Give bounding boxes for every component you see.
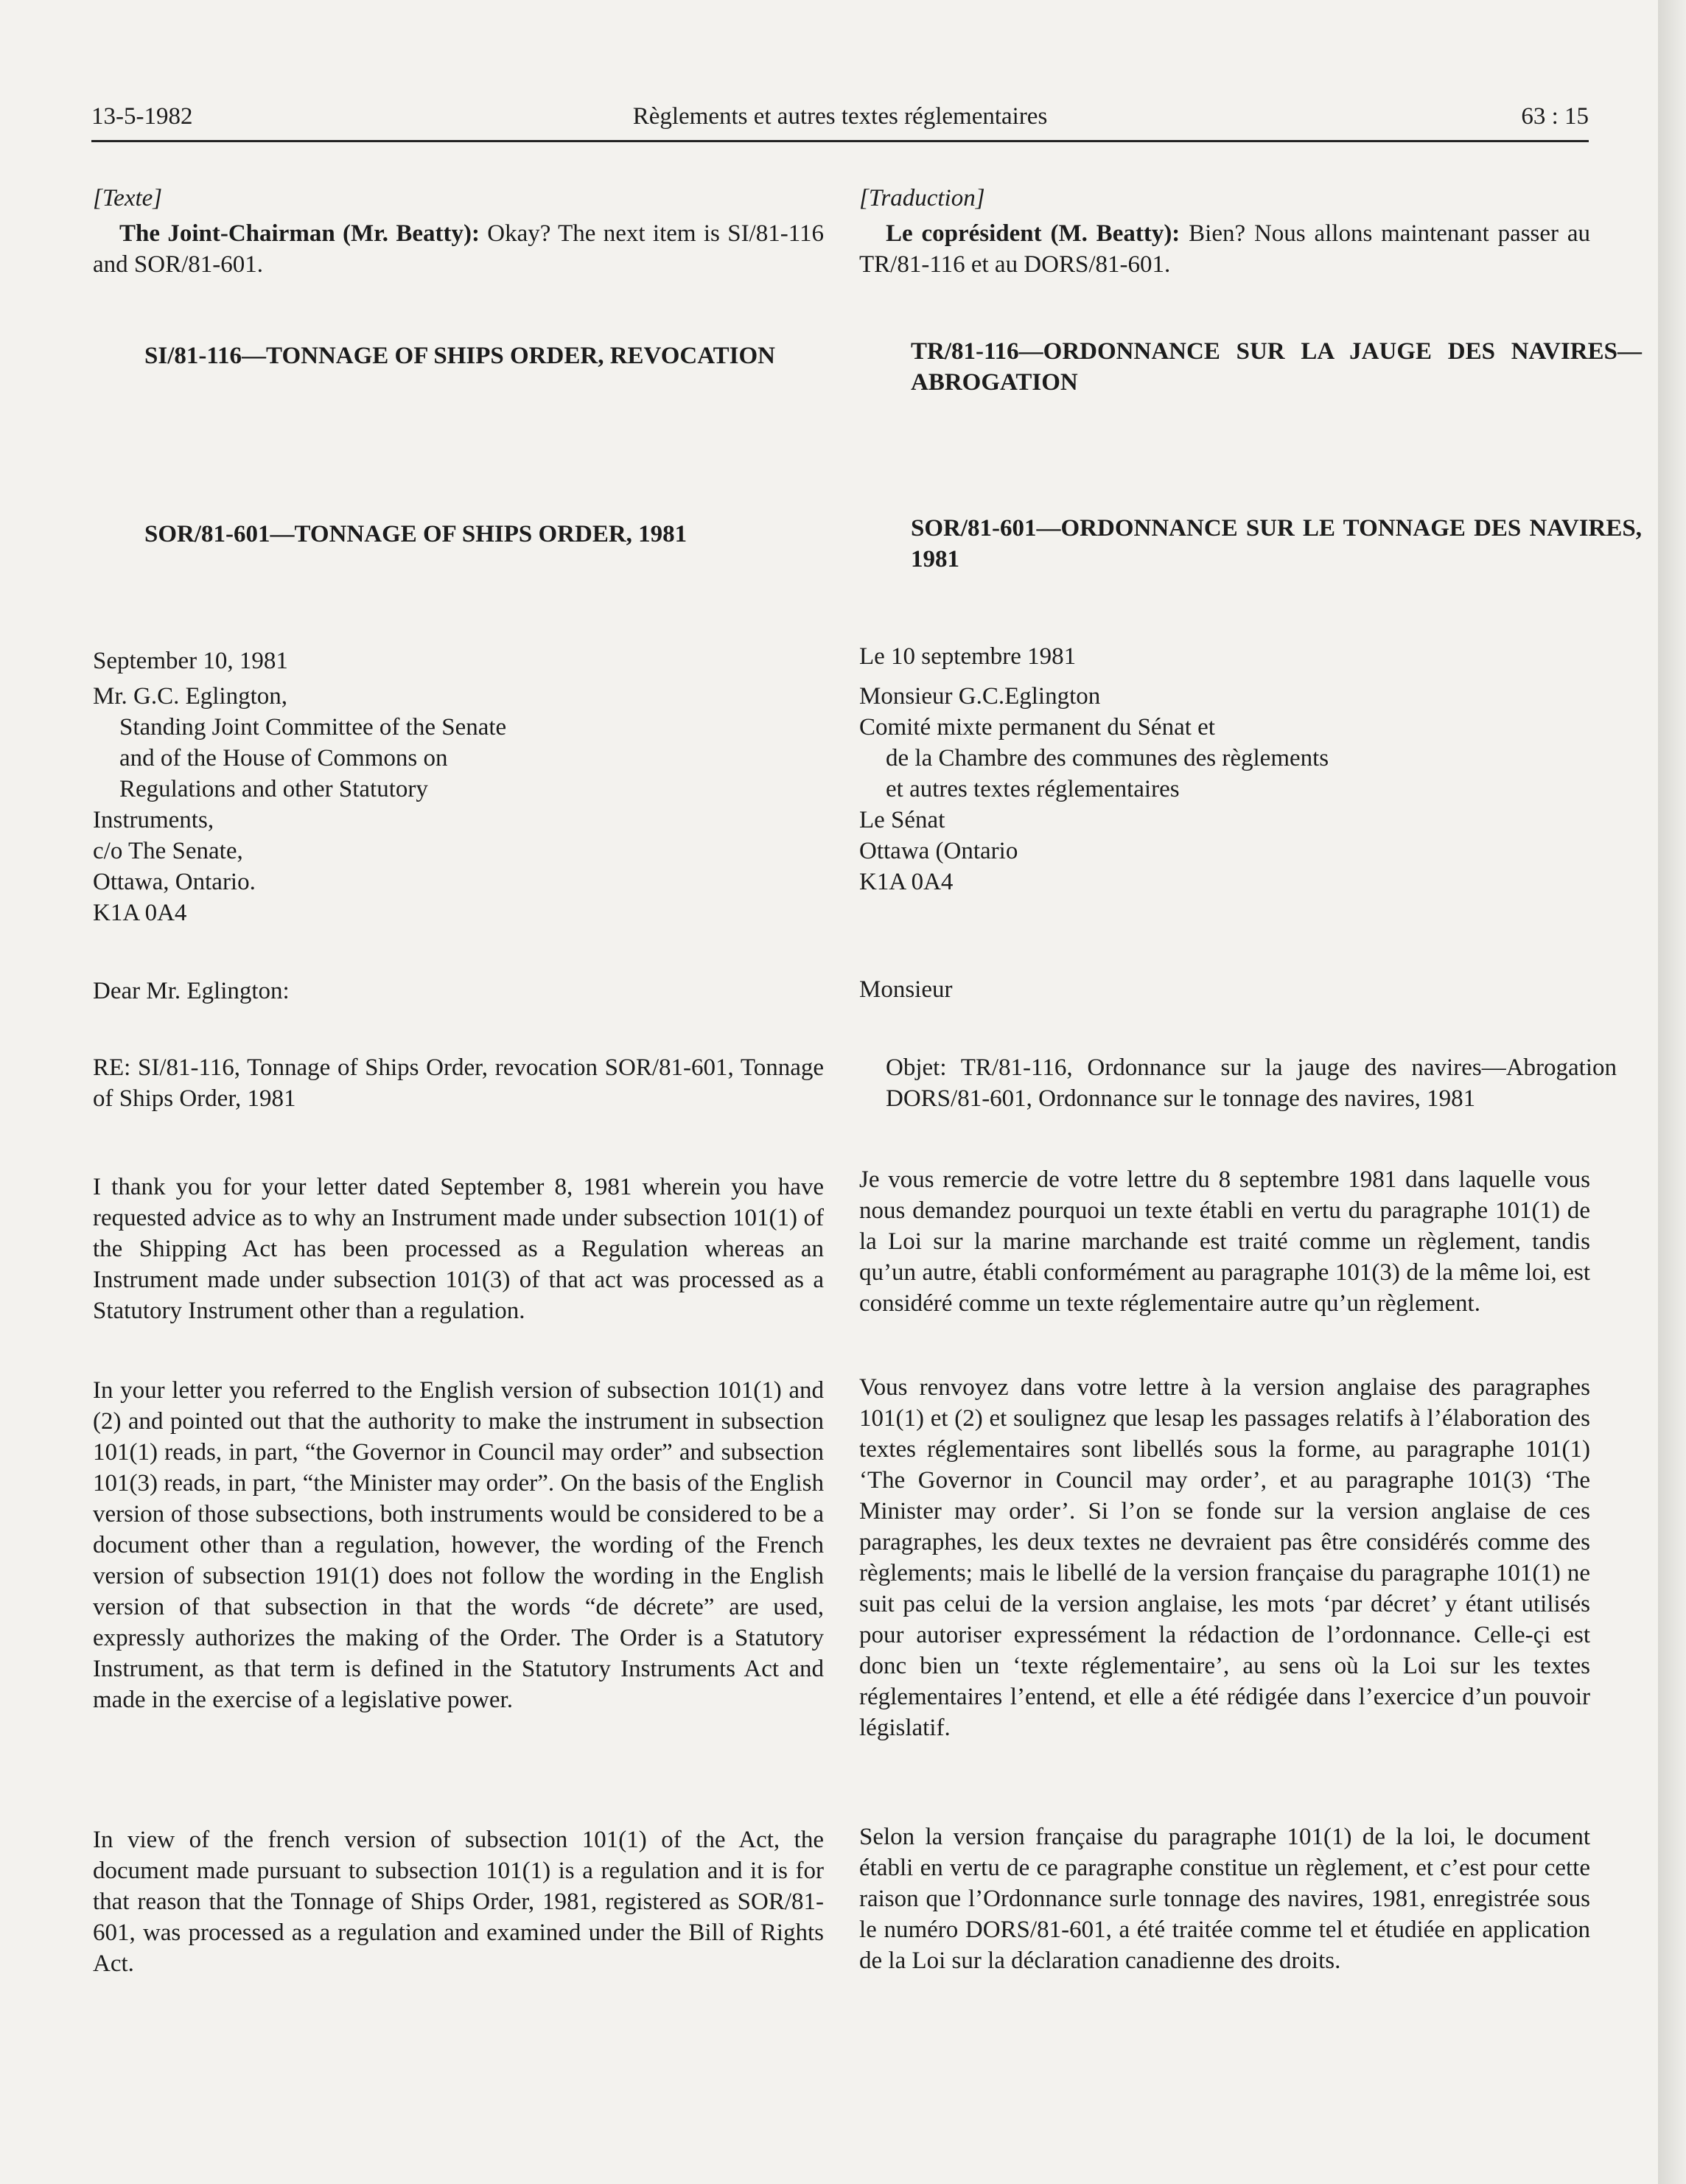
address-line: K1A 0A4: [93, 900, 187, 926]
address-line: et autres textes réglementaires: [886, 776, 1180, 802]
page-edge: [1658, 0, 1686, 2184]
address-line: Le Sénat: [859, 807, 945, 833]
paragraph-3: Selon la version française du paragraphe 101(1) de la loi, le document établi en vertu de ce paragraphe constitue un règlement, et c’est pour cette raison que l’Ordonnance surle tonnage des navires, 1981, enregistrée sous le numéro DORS/81-601, a été traitée comme tel et étudiée en application de la Loi sur la déclaration canadienne des droits.: [859, 1824, 1590, 1974]
address-line: Mr. G.C. Eglington,: [93, 683, 288, 710]
salutation: Dear Mr. Eglington:: [93, 978, 290, 1004]
header-page-number: 63 : 15: [1521, 103, 1589, 130]
paragraph-1: Je vous remercie de votre lettre du 8 septembre 1981 dans laquelle vous nous demandez pourquoi un texte établi en vertu du paragraphe 101(1) de la Loi sur la marine marchande est traité comme un règlement, tandis qu’un autre, établi conformément au paragraphe 101(3) de la même loi, est considéré comme un texte réglementaire autre qu’un règlement.: [859, 1166, 1590, 1317]
address-block: [93, 681, 824, 928]
address-block: [859, 681, 1590, 897]
heading-sor-81-601: SOR/81-601—TONNAGE OF SHIPS ORDER, 1981: [144, 521, 688, 547]
chairman-intro: [93, 218, 824, 280]
address-line: Ottawa (Ontario: [859, 838, 1018, 864]
letter-date: September 10, 1981: [93, 648, 288, 674]
address-line: de la Chambre des communes des règlements: [886, 745, 1329, 771]
paragraph-1: I thank you for your letter dated September 8, 1981 wherein you have requested advice as to why an Instrument made under subsection 101(1) of the Shipping Act has been processed as a Regulation whereas an Instrument made under subsection 101(3) of that act was processed as a Statutory Instrument other than a regulation.: [93, 1174, 824, 1324]
heading-tr-81-116: TR/81-116—ORDONNANCE SUR LA JAUGE DES NAVIRES—ABROGATION: [911, 338, 1642, 396]
re-line: RE: SI/81-116, Tonnage of Ships Order, revocation SOR/81-601, Tonnage of Ships Order, 1981: [93, 1054, 824, 1112]
letter-date: Le 10 septembre 1981: [859, 643, 1077, 670]
salutation: Monsieur: [859, 976, 953, 1003]
heading-si-81-116: SI/81-116—TONNAGE OF SHIPS ORDER, REVOCATION: [144, 343, 775, 369]
address-line: Regulations and other Statutory: [119, 776, 428, 802]
page-header: [91, 103, 1589, 141]
address-line: Comité mixte permanent du Sénat et: [859, 714, 1215, 741]
paragraph-2: Vous renvoyez dans votre lettre à la version anglaise des paragraphes 101(1) et (2) et soulignez que lesap les passages relatifs à l’élaboration des textes réglementaires sont libellés sous la forme, au paragraphe 101(1) ‘The Governor in Council may order’, et au paragraphe 101(3) ‘The Minister may order’. Si l’on se fonde sur la version anglaise de ces paragraphes, les deux textes ne devraient pas être considérés comme des règlements; mais le libellé de la version française du paragraphe 101(1) ne suit pas celui de la version anglaise, les mots ‘par décret’ y étant utilisés pour autoriser expressément la rédaction de l’ordonnance. Celle-çi est donc bien un ‘texte réglementaire’, au sens où la Loi sur les textes réglementaires l’entend, et elle a été rédigée dans l’exercice d’un pouvoir législatif.: [859, 1374, 1590, 1741]
header-title: Règlements et autres textes réglementaires: [632, 103, 1048, 130]
translation-tag: [Traduction]: [859, 185, 985, 211]
address-line: Monsieur G.C.Eglington: [859, 683, 1101, 710]
speaker-name: Le coprésident (M. Beatty):: [886, 220, 1180, 247]
address-line: Standing Joint Committee of the Senate: [119, 714, 507, 741]
paragraph-2: In your letter you referred to the English version of subsection 101(1) and (2) and pointed out that the authority to make the instrument in subsection 101(1) reads, in part, “the Governor in Council may order” and subsection 101(3) reads, in part, “the Minister may order”. On the basis of the English version of those subsections, both instruments would be considered to be a document other than a regulation, however, the wording of the French version of subsection 191(1) does not follow the wording in the English version of that subsection in that the words “de décrete” are used, expressly authorizes the making of the Order. The Order is a Statutory Instrument, as that term is defined in the Statutory Instruments Act and made in the exercise of a legislative power.: [93, 1377, 824, 1713]
address-line: Instruments,: [93, 807, 214, 833]
paragraph-3: In view of the french version of subsection 101(1) of the Act, the document made pursuant to subsection 101(1) is a regulation and it is for that reason that the Tonnage of Ships Order, 1981, registered as SOR/81-601, was processed as a regulation and examined under the Bill of Rights Act.: [93, 1827, 824, 1977]
header-date: 13-5-1982: [91, 103, 193, 130]
speaker-name: The Joint-Chairman (Mr. Beatty):: [119, 220, 480, 247]
chairman-intro: [859, 218, 1590, 280]
speaker-text: Okay? The next item is SI/81-116 and SOR/81-601.: [93, 220, 824, 278]
address-line: and of the House of Commons on: [119, 745, 448, 771]
objet-line: Objet: TR/81-116, Ordonnance sur la jauge des navires—Abrogation DORS/81-601, Ordonnance sur le tonnage des navires, 1981: [886, 1054, 1617, 1112]
header-rule: [91, 140, 1589, 142]
heading-sor-81-601: SOR/81-601—ORDONNANCE SUR LE TONNAGE DES NAVIRES, 1981: [911, 515, 1642, 573]
address-line: c/o The Senate,: [93, 838, 243, 864]
address-line: Ottawa, Ontario.: [93, 869, 256, 895]
speaker-text: Bien? Nous allons maintenant passer au TR/81-116 et au DORS/81-601.: [859, 220, 1591, 278]
address-line: K1A 0A4: [859, 869, 954, 895]
text-tag: [Texte]: [93, 185, 163, 211]
